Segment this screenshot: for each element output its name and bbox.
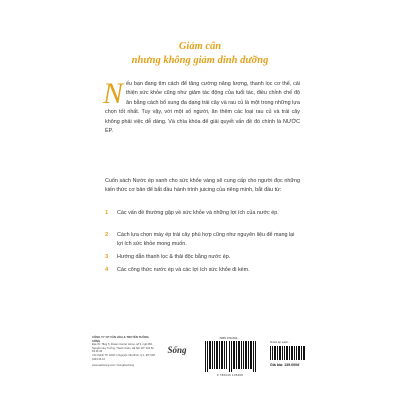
barcode-icon	[204, 341, 256, 372]
intro-paragraph	[103, 77, 300, 136]
price-label: Giá bìa: 139.000đ	[270, 363, 300, 367]
publisher-info	[92, 336, 156, 368]
cover-title-line1: Giảm cân	[178, 41, 222, 52]
list-number: 4	[105, 267, 109, 273]
list-number: 2	[105, 232, 109, 238]
publisher-logo: Sống	[167, 345, 187, 355]
isbn-label: ISBN 978-604-...	[219, 336, 241, 340]
list-text: Cách lựa chọn máy ép trái cây phù hợp cũng như nguyên liệu để mang lại lợi ích sức khỏe mong muốn.	[117, 232, 295, 248]
isbn-barcode	[200, 336, 260, 380]
list-number: 3	[105, 254, 109, 260]
drop-cap: N	[103, 77, 124, 110]
cover-title-line2: nhưng không giảm dinh dưỡng	[131, 55, 269, 66]
intro-text: ếu bạn đang tìm cách để tăng cường năng lượng, thanh lọc cơ thể, cải thiện sức khỏe cũng như giảm tác động của tuổi tác, điều chỉnh chế độ ăn bằng cách bổ sung đa dạng trái cây và rau củ là một trong những lựa chọn tốt nhất. Tuy vậy, với một số người, ăn thêm các loại rau củ và trái cây không phải việc dễ dàng. Và chìa khóa để giải quyết vấn đề đó chính là NƯỚC ÉP.	[105, 81, 300, 135]
list-text: Các công thức nước ép và các lợi ích sức khỏe đi kèm.	[117, 267, 250, 273]
publisher-branch: Chi nhánh TP. HCM: 1 Nguyễn Văn Bình, Q.1. ĐT: 028 6291 66 12	[92, 353, 155, 361]
list-text: Các vấn đề thường gặp về sức khỏe và những lợi ích của nước ép.	[117, 210, 279, 216]
publisher-name: CÔNG TY CP VĂN HÓA & TRUYỀN THÔNG SỐNG	[92, 335, 149, 343]
list-text: Hướng dẫn thanh lọc & thải độc bằng nước ép.	[117, 254, 231, 260]
isbn-digits: 9 786046 135468	[216, 373, 244, 377]
publisher-contact: www.sachsong.com f /songthuchong	[92, 364, 135, 368]
book-short-title: Nước ép xanh...	[270, 340, 291, 344]
list-number: 1	[105, 210, 109, 216]
book-back-cover	[88, 0, 312, 400]
publisher-address: Địa chỉ: Tầng 5, Dream Center Home, số 9, ngõ 282, Nguyễn Huy Tưởng, Thanh Xuân, Hà Nội. ĐT: 024 62 63 26 32	[92, 343, 154, 354]
summary-paragraph: Cuốn sách Nước ép xanh cho sức khỏe vàng sẽ cung cấp cho người đọc những kiến thức cơ bản để bắt đầu hành trình juicing của riêng mình, bắt đầu từ:	[105, 178, 300, 194]
price-barcode-icon	[270, 346, 306, 360]
